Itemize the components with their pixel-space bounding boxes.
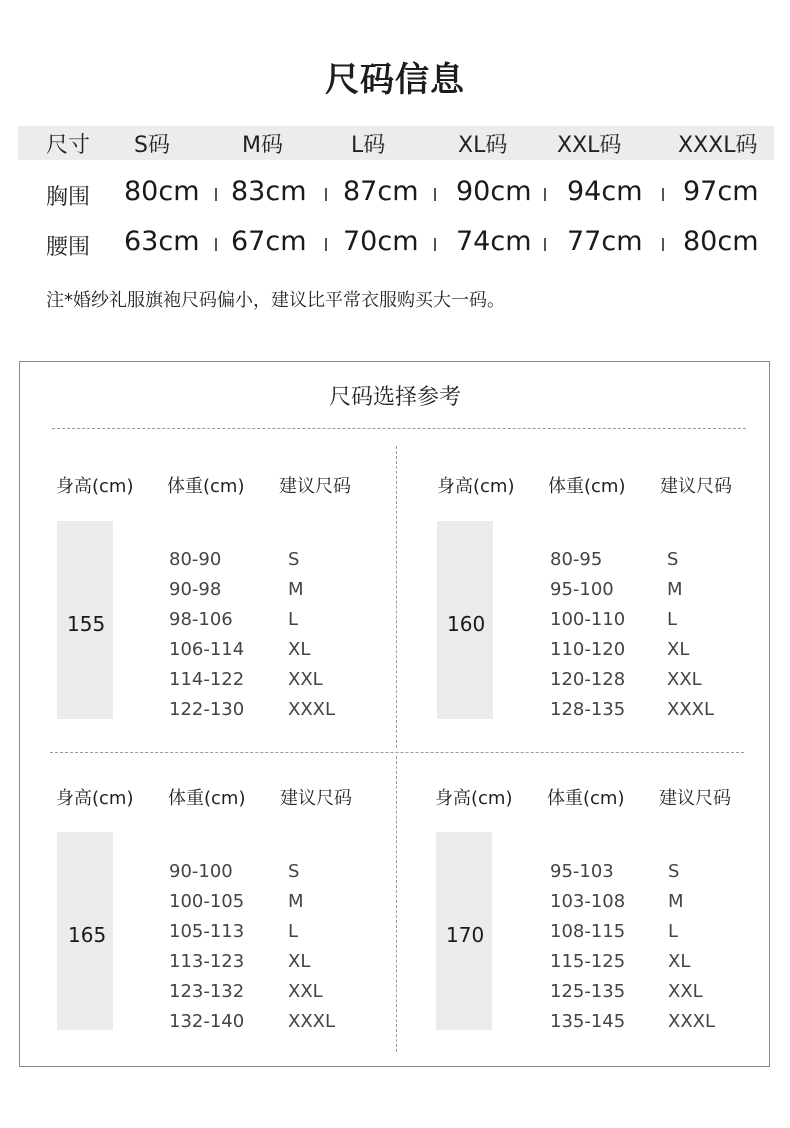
weight-range: 90-98 bbox=[169, 579, 222, 600]
weight-range: 132-140 bbox=[169, 1011, 245, 1032]
waist-value-s: 63cm bbox=[124, 226, 200, 257]
col-header-weight: 体重(cm) bbox=[168, 788, 246, 809]
suggested-size: L bbox=[288, 609, 299, 630]
weight-range: 95-103 bbox=[550, 861, 614, 882]
height-value: 170 bbox=[446, 923, 485, 947]
column-separator bbox=[662, 238, 664, 251]
col-header-size: 建议尺码 bbox=[279, 476, 351, 497]
height-value: 165 bbox=[68, 923, 107, 947]
weight-range: 90-100 bbox=[169, 861, 233, 882]
suggested-size: XL bbox=[667, 639, 690, 660]
suggested-size: XXXL bbox=[288, 699, 336, 720]
page-title: 尺码信息 bbox=[325, 60, 465, 100]
suggested-size: XXXL bbox=[288, 1011, 336, 1032]
chest-value-m: 83cm bbox=[231, 176, 307, 207]
size-header-xxxl: XXXL码 bbox=[678, 133, 758, 158]
column-separator bbox=[325, 188, 327, 201]
col-header-height: 身高(cm) bbox=[56, 476, 134, 497]
size-reference-panel bbox=[19, 361, 770, 1067]
chest-row-label: 胸围 bbox=[46, 185, 91, 210]
column-separator bbox=[544, 188, 546, 201]
suggested-size: S bbox=[288, 861, 300, 882]
dashed-divider-vertical bbox=[396, 756, 397, 1052]
dashed-divider bbox=[52, 428, 746, 429]
column-separator bbox=[434, 188, 436, 201]
weight-range: 80-95 bbox=[550, 549, 603, 570]
suggested-size: M bbox=[288, 579, 304, 600]
height-value: 160 bbox=[447, 612, 486, 636]
suggested-size: XL bbox=[288, 951, 311, 972]
suggested-size: M bbox=[288, 891, 304, 912]
dashed-divider bbox=[50, 752, 744, 753]
col-header-height: 身高(cm) bbox=[435, 788, 513, 809]
column-separator bbox=[215, 238, 217, 251]
column-separator bbox=[434, 238, 436, 251]
waist-value-xxxl: 80cm bbox=[683, 226, 759, 257]
suggested-size: S bbox=[668, 861, 680, 882]
weight-range: 125-135 bbox=[550, 981, 626, 1002]
chest-value-s: 80cm bbox=[124, 176, 200, 207]
suggested-size: XXXL bbox=[667, 699, 715, 720]
size-header-label: 尺寸 bbox=[46, 133, 91, 158]
weight-range: 105-113 bbox=[169, 921, 245, 942]
column-separator bbox=[662, 188, 664, 201]
chest-value-l: 87cm bbox=[343, 176, 419, 207]
weight-range: 115-125 bbox=[550, 951, 626, 972]
weight-range: 128-135 bbox=[550, 699, 626, 720]
suggested-size: L bbox=[668, 921, 679, 942]
waist-value-xxl: 77cm bbox=[567, 226, 643, 257]
weight-range: 135-145 bbox=[550, 1011, 626, 1032]
column-separator bbox=[325, 238, 327, 251]
suggested-size: S bbox=[288, 549, 300, 570]
dashed-divider-vertical bbox=[396, 446, 397, 748]
suggested-size: XL bbox=[668, 951, 691, 972]
waist-row-label: 腰围 bbox=[46, 235, 91, 260]
weight-range: 113-123 bbox=[169, 951, 245, 972]
chest-value-xl: 90cm bbox=[456, 176, 532, 207]
column-separator bbox=[215, 188, 217, 201]
weight-range: 114-122 bbox=[169, 669, 245, 690]
weight-range: 120-128 bbox=[550, 669, 626, 690]
size-header-l: L码 bbox=[351, 133, 386, 158]
weight-range: 123-132 bbox=[169, 981, 245, 1002]
suggested-size: L bbox=[288, 921, 299, 942]
size-header-xl: XL码 bbox=[458, 133, 508, 158]
waist-value-m: 67cm bbox=[231, 226, 307, 257]
weight-range: 106-114 bbox=[169, 639, 245, 660]
weight-range: 122-130 bbox=[169, 699, 245, 720]
size-note: 注*婚纱礼服旗袍尺码偏小，建议比平常衣服购买大一码。 bbox=[46, 290, 505, 311]
suggested-size: XXL bbox=[667, 669, 702, 690]
suggested-size: XL bbox=[288, 639, 311, 660]
suggested-size: XXL bbox=[288, 669, 323, 690]
col-header-size: 建议尺码 bbox=[280, 788, 352, 809]
waist-value-xl: 74cm bbox=[456, 226, 532, 257]
col-header-weight: 体重(cm) bbox=[547, 788, 625, 809]
column-separator bbox=[544, 238, 546, 251]
weight-range: 98-106 bbox=[169, 609, 233, 630]
suggested-size: XXXL bbox=[668, 1011, 716, 1032]
col-header-size: 建议尺码 bbox=[659, 788, 731, 809]
col-header-weight: 体重(cm) bbox=[167, 476, 245, 497]
size-header-m: M码 bbox=[242, 133, 283, 158]
weight-range: 103-108 bbox=[550, 891, 626, 912]
size-table-header-band bbox=[18, 126, 774, 160]
weight-range: 80-90 bbox=[169, 549, 222, 570]
size-header-xxl: XXL码 bbox=[557, 133, 622, 158]
col-header-height: 身高(cm) bbox=[56, 788, 134, 809]
reference-title: 尺码选择参考 bbox=[328, 385, 461, 410]
height-value: 155 bbox=[67, 612, 106, 636]
weight-range: 108-115 bbox=[550, 921, 626, 942]
col-header-height: 身高(cm) bbox=[437, 476, 515, 497]
waist-value-l: 70cm bbox=[343, 226, 419, 257]
suggested-size: XXL bbox=[668, 981, 703, 1002]
chest-value-xxl: 94cm bbox=[567, 176, 643, 207]
suggested-size: M bbox=[668, 891, 684, 912]
weight-range: 100-110 bbox=[550, 609, 626, 630]
size-header-s: S码 bbox=[134, 133, 170, 158]
suggested-size: S bbox=[667, 549, 679, 570]
weight-range: 110-120 bbox=[550, 639, 626, 660]
weight-range: 95-100 bbox=[550, 579, 614, 600]
col-header-weight: 体重(cm) bbox=[548, 476, 626, 497]
suggested-size: L bbox=[667, 609, 678, 630]
chest-value-xxxl: 97cm bbox=[683, 176, 759, 207]
suggested-size: XXL bbox=[288, 981, 323, 1002]
suggested-size: M bbox=[667, 579, 683, 600]
weight-range: 100-105 bbox=[169, 891, 245, 912]
col-header-size: 建议尺码 bbox=[660, 476, 732, 497]
